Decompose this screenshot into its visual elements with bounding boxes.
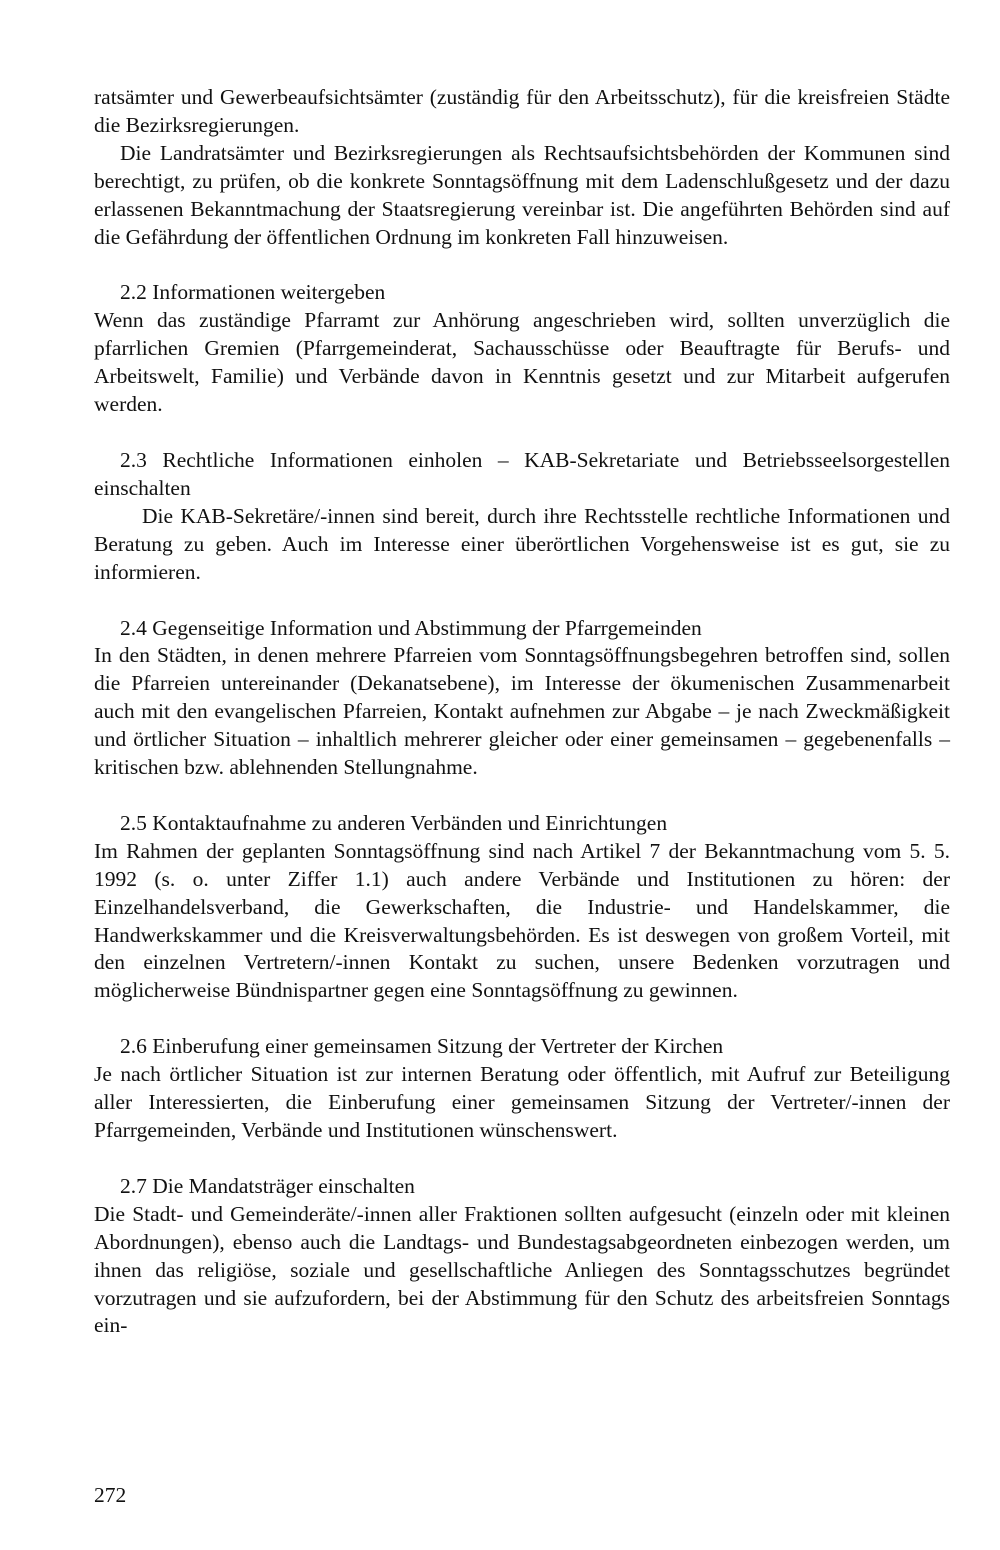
intro-continuation: ratsämter und Gewerbeaufsichtsämter (zuständig für den Arbeitsschutz), für die kreisfreien Städte die Bezirksregierungen. [94,85,950,137]
section-body: Die KAB-Sekretäre/-innen sind bereit, durch ihre Rechtsstelle rechtliche Informationen und Beratung zu geben. Auch im Interesse einer überörtlichen Vorgehensweise ist es gut, sie zu informieren. [94,503,950,584]
section-body: Wenn das zuständige Pfarramt zur Anhörung angeschrieben wird, sollten unverzüglich die pfarrlichen Gremien (Pfarrgemeinderat, Sachausschüsse oder Beauftragte für Berufs- und Arbeitswelt, Familie) und Verbände davon in Kenntnis gesetzt und zur Mitarbeit aufgerufen werden. [94,308,950,417]
section-heading: 2.4 Gegenseitige Information und Abstimmung der Pfarrgemeinden [120,615,702,640]
section-body: Im Rahmen der geplanten Sonntagsöffnung sind nach Artikel 7 der Bekanntmachung vom 5. 5. 1992 (s. o. unter Ziffer 1.1) auch andere Verbände und Institutionen zu hören: der Einzelhandelsverband, die Gewerkschaften, die Industrie- und Handelskammer, die Handwerkskammer und die Kreisverwaltungsbehörden. Es ist deswegen von großem Vorteil, mit den einzelnen Vertretern/-innen Kontakt zu suchen, unsere Bedenken vorzutragen und möglicherweise Bündnispartner gegen eine Sonntagsöffnung zu gewinnen. [94,838,950,1003]
page-body [94,84,950,1340]
section-heading: 2.6 Einberufung einer gemeinsamen Sitzung der Vertreter der Kirchen [120,1034,724,1059]
section-body: Je nach örtlicher Situation ist zur internen Beratung oder öffentlich, mit Aufruf zur Beteiligung aller Interessierten, die Einberufung einer gemeinsamen Sitzung der Vertreter/-innen der Pfarrgemeinden, Verbände und Institutionen wünschenswert. [94,1062,950,1142]
section-2-5 [94,810,950,1005]
intro-paragraph: Die Landratsämter und Bezirksregierungen als Rechtsaufsichtsbehörden der Kommunen sind berechtigt, zu prüfen, ob die konkrete Sonntagsöffnung mit dem Ladenschlußgesetz und der dazu erlassenen Bekanntmachung der Staatsregierung vereinbar ist. Die angeführten Behörden sind auf die Gefährdung der öffentlichen Ordnung im konkreten Fall hinzuweisen. [94,140,950,249]
section-heading: 2.3 Rechtliche Informationen einholen – KAB-Sekretariate und Betriebsseelsorgestellen einschalten [94,447,950,500]
section-2-6 [94,1033,950,1145]
section-heading: 2.2 Informationen weitergeben [120,280,386,305]
section-2-4 [94,615,950,782]
section-2-2 [94,279,950,419]
section-2-3 [94,447,950,587]
section-2-7 [94,1173,950,1340]
section-body: Die Stadt- und Gemeinderäte/-innen aller Fraktionen sollten aufgesucht (einzeln oder mit kleinen Abordnungen), ebenso auch die Landtags- und Bundestagsabgeordneten einbezogen werden, um ihnen das religiöse, soziale und gesellschaftliche Anliegen des Sonntagsschutzes begründet vorzutragen und sie aufzufordern, bei der Abstimmung für den Schutz des arbeitsfreien Sonntags ein- [94,1201,950,1338]
section-body: In den Städten, in denen mehrere Pfarreien vom Sonntagsöffnungsbegehren betroffen sind, sollen die Pfarreien untereinander (Dekanatsebene), im Interesse der ökumenischen Zusammenarbeit auch mit den evangelischen Pfarreien, Kontakt aufnehmen zur Abgabe – je nach Zweckmäßigkeit und örtlicher Situation – inhaltlich mehrerer gleicher oder einer gemeinsamen – gegebenenfalls – kritischen bzw. ablehnenden Stellungnahme. [94,643,950,780]
section-heading: 2.7 Die Mandatsträger einschalten [120,1173,415,1198]
page-number: 272 [94,1483,127,1507]
section-heading: 2.5 Kontaktaufnahme zu anderen Verbänden und Einrichtungen [120,810,668,835]
